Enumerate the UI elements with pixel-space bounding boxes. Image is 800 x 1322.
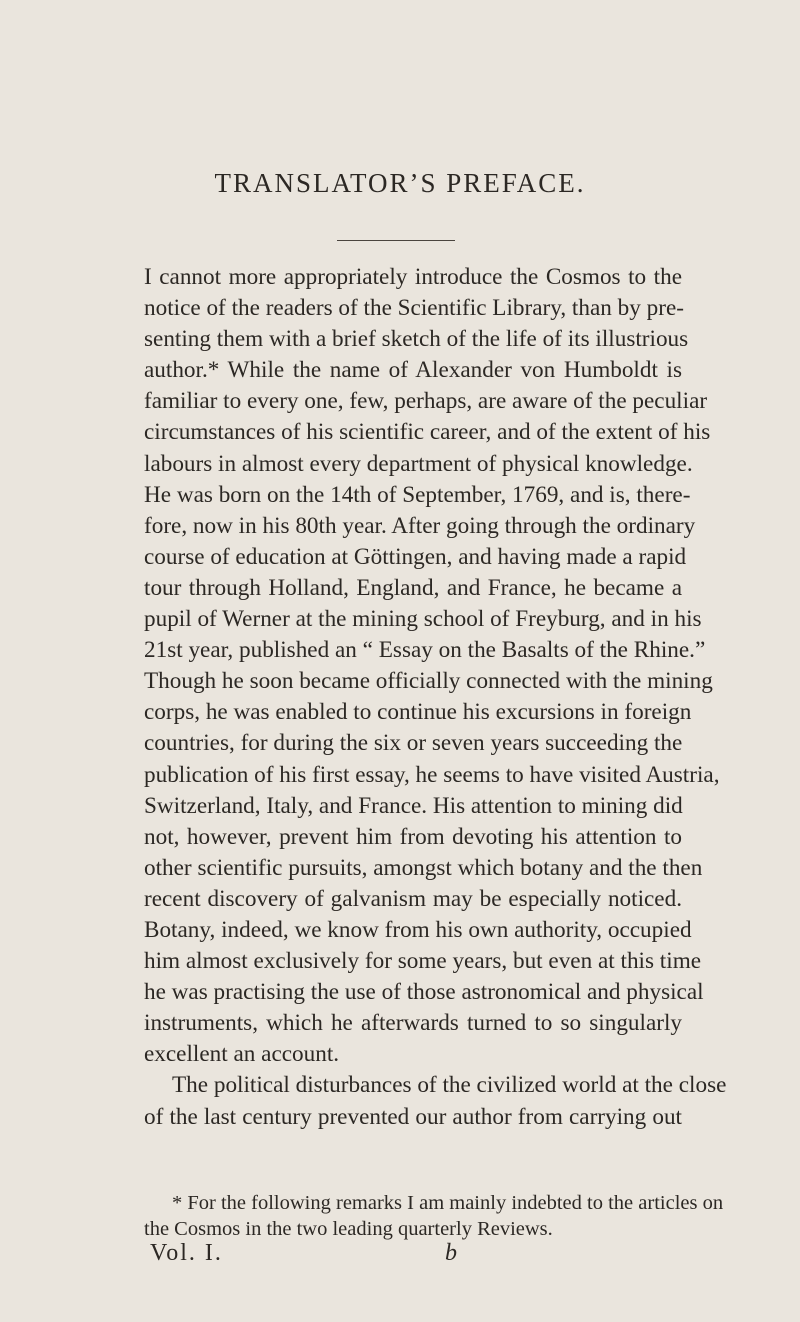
footnote-line: * For the following remarks I am mainly indebted to the articles on xyxy=(172,1192,724,1214)
volume-label: Vol. I. xyxy=(150,1240,223,1266)
title-rule xyxy=(337,240,455,241)
body-line: corps, he was enabled to continue his excursions in foreign xyxy=(144,699,692,726)
body-line: He was born on the 14th of September, 1769, and is, there- xyxy=(144,481,691,508)
body-line: instruments, which he afterwards turned to so singularly xyxy=(144,1010,682,1037)
body-line: author.* While the name of Alexander von Humboldt is xyxy=(144,357,682,384)
body-line: fore, now in his 80th year. After going through the ordinary xyxy=(144,512,696,539)
body-line: The political disturbances of the civilized world at the close xyxy=(172,1072,727,1099)
body-line: Though he soon became officially connected with the mining xyxy=(144,668,713,695)
body-line: familiar to every one, few, perhaps, are aware of the peculiar xyxy=(144,388,708,415)
body-line: not, however, prevent him from devoting his attention to xyxy=(144,823,682,850)
body-line: course of education at Göttingen, and having made a rapid xyxy=(144,543,687,570)
body-line: senting them with a brief sketch of the life of its illustrious xyxy=(144,326,689,353)
body-line: labours in almost every department of physical knowledge. xyxy=(144,450,693,477)
body-line: publication of his first essay, he seems to have visited Austria, xyxy=(144,761,720,788)
body-line: he was practising the use of those astronomical and physical xyxy=(144,979,704,1006)
page-title: TRANSLATOR’S PREFACE. xyxy=(214,168,586,198)
body-line: I cannot more appropriately introduce the Cosmos to the xyxy=(144,264,682,290)
signature-mark: b xyxy=(445,1240,457,1266)
body-line: other scientific pursuits, amongst which botany and the then xyxy=(144,854,703,881)
footnote xyxy=(144,1190,724,1242)
body-line: notice of the readers of the Scientific Library, than by pre- xyxy=(144,295,684,322)
body-line: of the last century prevented our author from carrying out xyxy=(144,1103,682,1130)
body-line: recent discovery of galvanism may be especially noticed. xyxy=(144,885,682,912)
body-line: tour through Holland, England, and France, he became a xyxy=(144,574,682,601)
preface-body xyxy=(144,262,727,1133)
body-line: him almost exclusively for some years, but even at this time xyxy=(144,948,702,975)
body-line: Switzerland, Italy, and France. His attention to mining did xyxy=(144,792,683,819)
body-line: pupil of Werner at the mining school of Freyburg, and in his xyxy=(144,606,702,633)
body-line: circumstances of his scientific career, and of the extent of his xyxy=(144,419,711,446)
body-line: excellent an account. xyxy=(144,1041,340,1068)
body-line: countries, for during the six or seven years succeeding the xyxy=(144,730,683,757)
body-line: 21st year, published an “ Essay on the Basalts of the Rhine.” xyxy=(144,637,706,664)
body-line: Botany, indeed, we know from his own authority, occupied xyxy=(144,916,692,943)
footnote-line: the Cosmos in the two leading quarterly Reviews. xyxy=(144,1218,553,1240)
